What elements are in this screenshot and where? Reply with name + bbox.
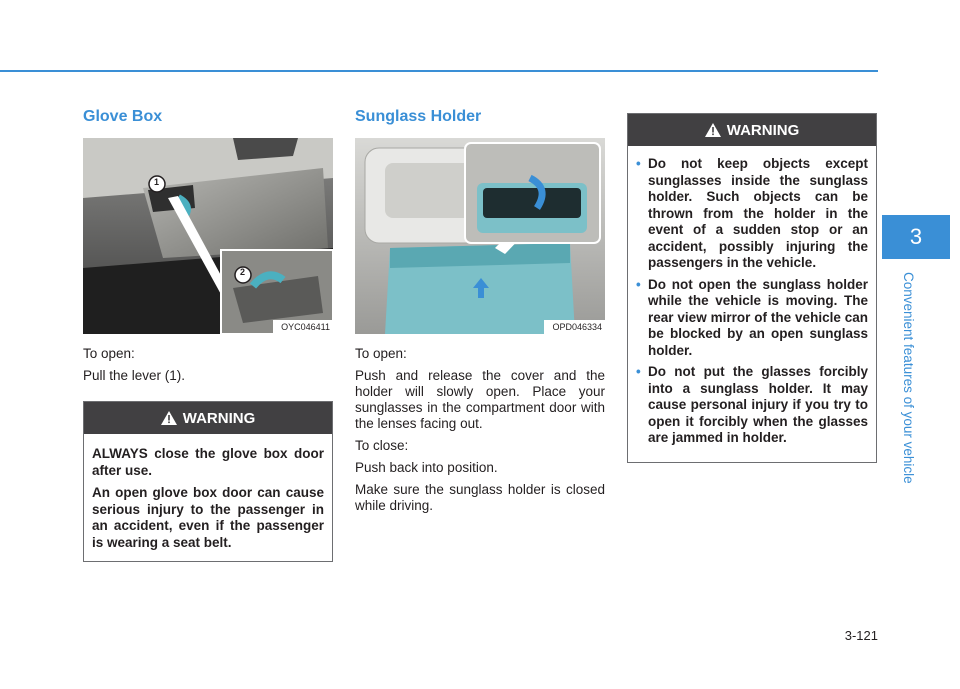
glove-box-image [83, 138, 333, 334]
sunglass-warning-list [636, 156, 868, 447]
list-item: • Do not open the sunglass holder while the vehicle is moving. The rear view mirror of the vehicle can be blocked by an open sunglass holder. [636, 276, 868, 358]
sunglass-holder-title: Sunglass Holder [355, 108, 482, 125]
chapter-title: Convenient features of your vehicle [901, 272, 916, 484]
glove-box-para-2: Pull the lever (1). [83, 368, 186, 383]
sunglass-holder-image-caption: OPD046334 [544, 320, 605, 334]
list-item: • Do not put the glasses forcibly into a sunglass holder. It may cause personal injury if you try to open it forcibly when the glasses are jammed in holder. [636, 364, 868, 445]
glove-box-para-1: To open: [83, 346, 135, 361]
callout-2: 2 [240, 267, 246, 277]
glove-box-image-caption: OYC046411 [273, 320, 333, 334]
sunglass-para-3: To close: [355, 438, 409, 453]
glove-box-warning [83, 401, 333, 562]
glove-box-title: Glove Box [83, 108, 163, 125]
sunglass-para-2: Push and release the cover and the holder will slowly open. Place your sunglasses in the compartment door with the lenses facing out. [355, 368, 605, 431]
sunglass-holder-illustration [355, 138, 605, 334]
glove-box-section [83, 108, 333, 562]
sunglass-holder-image [355, 138, 605, 334]
warning-heading: WARNING [726, 121, 800, 139]
list-item: • Do not keep objects except sunglasses inside the sunglass holder. Such objects can be thrown from the holder in the event of a sudden stop or an accident, possibly injuring the passengers in the vehicle. [636, 156, 868, 270]
callout-1: 1 [154, 177, 160, 187]
warning-heading: WARNING [182, 409, 256, 427]
sunglass-para-1: To open: [355, 346, 407, 361]
glove-box-warning-para-2: An open glove box door can cause serious injury to the passenger in an accident, even if the passenger is wearing a seat belt. [92, 485, 324, 550]
sunglass-para-4: Push back into position. [355, 460, 498, 475]
sunglass-holder-section [355, 108, 605, 514]
glove-box-warning-para-1: ALWAYS close the glove box door after use. [92, 446, 324, 478]
warning-triangle-icon [161, 411, 177, 425]
sunglass-para-5: Make sure the sunglass holder is closed while driving. [355, 482, 605, 513]
warning-header [628, 114, 876, 146]
sunglass-holder-warning [627, 113, 877, 463]
header-rule [0, 70, 878, 72]
warning-triangle-icon [705, 123, 721, 137]
sunglass-holder-warning-column [627, 113, 877, 463]
chapter-tab: 3 [882, 215, 950, 259]
glove-box-illustration [83, 138, 333, 334]
page-number: 3-121 [844, 628, 878, 643]
